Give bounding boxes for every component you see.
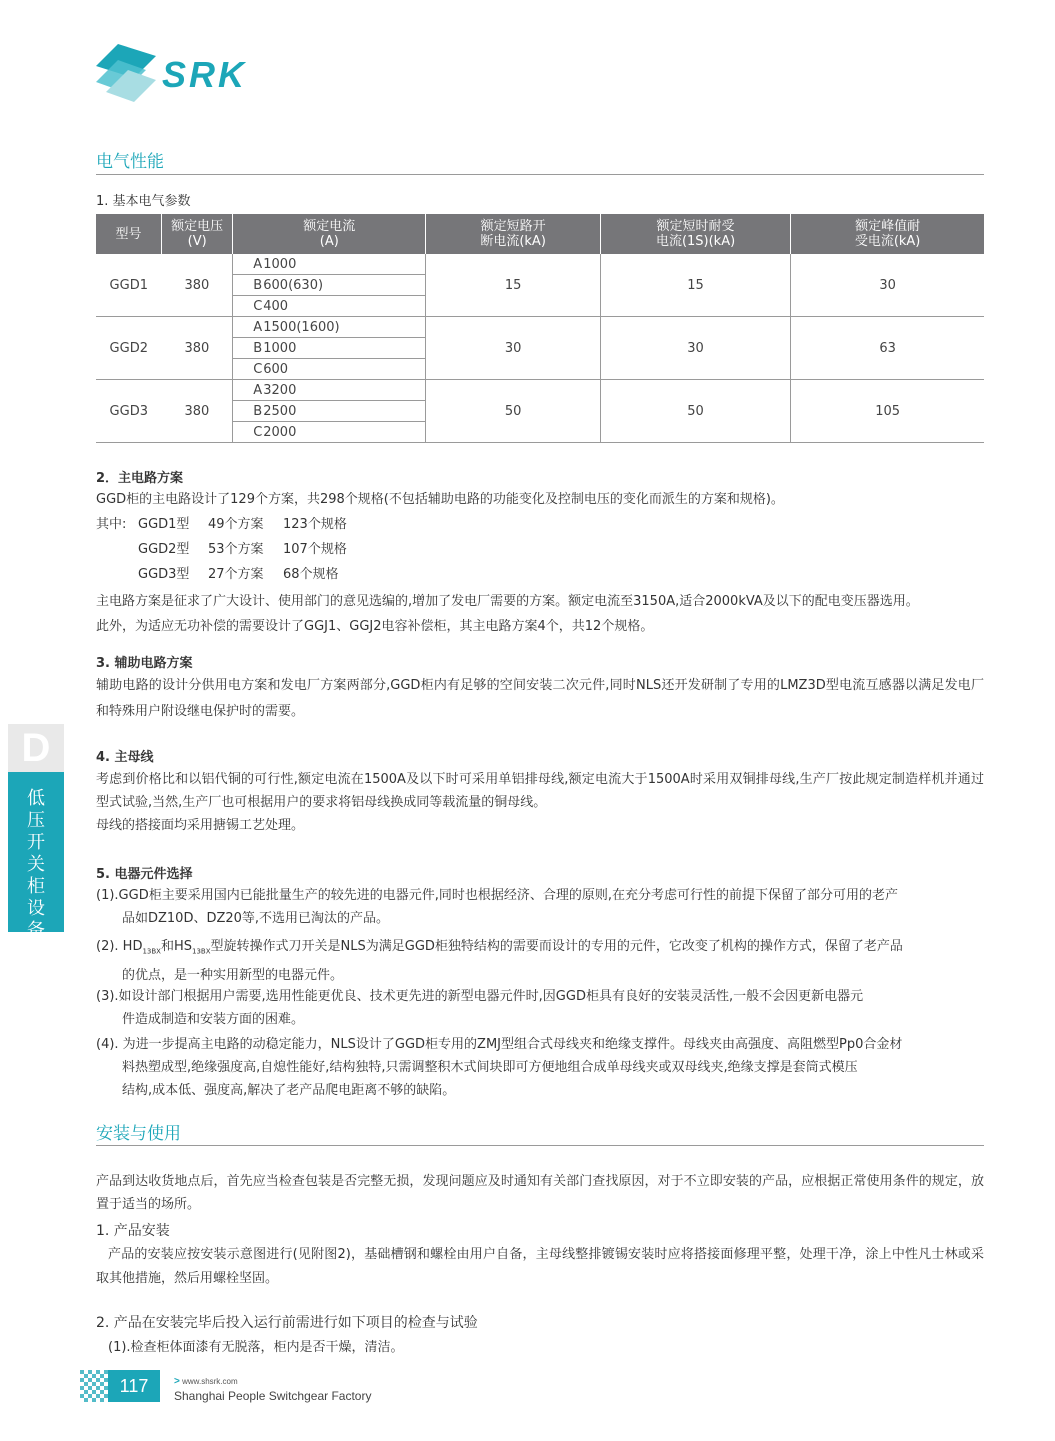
chapter-side-tab	[8, 772, 64, 941]
list-schemes: 53个方案	[208, 542, 264, 557]
model-cell: GGD1	[96, 254, 162, 317]
peak-current-cell: 63	[791, 317, 984, 380]
section-title-electrical: 电气性能	[96, 152, 164, 172]
current-value: 1500(1600)	[263, 317, 426, 338]
short-time-current-cell: 15	[600, 254, 790, 317]
current-grade: C	[233, 296, 263, 317]
basic-params-heading: 1. 基本电气参数	[96, 194, 191, 209]
col-header-model-text: 型号	[115, 226, 142, 242]
voltage-cell: 380	[162, 254, 233, 317]
list-model: GGD1型	[138, 517, 190, 532]
current-value: 600(630)	[263, 275, 426, 296]
main-circuit-compensation: 此外，为适应无功补偿的需要设计了GGJ1、GGJ2电容补偿柜，其主电路方案4个，共12个规格。	[96, 619, 654, 634]
current-value: 3200	[263, 380, 426, 401]
col-header-voltage: 额定电压 (V)	[162, 214, 233, 254]
component-item-3	[96, 985, 984, 1031]
current-grade: A	[233, 317, 263, 338]
component-item-1-line1: (1).GGD柜主要采用国内已能批量生产的较先进的电器元件,同时也根据经济、合理的原则,在充分考虑可行性的前提下保留了部分可用的老产	[96, 888, 898, 903]
list-model: GGD2型	[138, 542, 190, 557]
list-specs: 123个规格	[283, 517, 347, 532]
install-subheading-2: 2. 产品在安装完毕后投入运行前需进行如下项目的检查与试验	[96, 1315, 478, 1331]
install-check-item-1: (1).检查柜体面漆有无脱落，柜内是否干燥，清洁。	[108, 1340, 404, 1355]
short-time-current-cell: 30	[600, 317, 790, 380]
current-grade: A	[233, 380, 263, 401]
component-item-1	[96, 884, 984, 930]
electrical-params-table	[96, 214, 984, 443]
table-row	[96, 380, 984, 401]
aux-circuit-heading: 3. 辅助电路方案	[96, 656, 193, 671]
page-number: 117	[108, 1370, 160, 1402]
component-item-4-line3: 结构,成本低、强度高,解决了老产品爬电距离不够的缺陷。	[122, 1083, 456, 1098]
list-specs: 107个规格	[283, 542, 347, 557]
section-divider	[96, 174, 984, 175]
busbar-text: 考虑到价格比和以铝代铜的可行性,额定电流在1500A及以下时可采用单铝排母线,额定电流大于1500A时采用双铜排母线,生产厂按此规定制造样机并通过型式试验,当然,生产厂也可根据用户的要求将铝母线换成同等载流量的铜母线。	[96, 772, 984, 810]
col-header-short-time-current: 额定短时耐受 电流(1S)(kA)	[600, 214, 790, 254]
list-schemes: 27个方案	[208, 567, 264, 582]
busbar-heading: 4. 主母线	[96, 750, 154, 765]
main-circuit-list	[96, 513, 984, 588]
model-cell: GGD2	[96, 317, 162, 380]
current-grade: B	[233, 401, 263, 422]
aux-circuit-text: 辅助电路的设计分供用电方案和发电厂方案两部分,GGD柜内有足够的空间安装二次元件,同时NLS还开发研制了专用的LMZ3D型电流互感器以满足发电厂和特殊用户附设继电保护时的需要。	[96, 678, 984, 719]
components-heading: 5. 电器元件选择	[96, 867, 193, 882]
component-item-4-line1: (4). 为进一步提高主电路的动稳定能力，NLS设计了GGD柜专用的ZMJ型组合式母线夹和绝缘支撑件。母线夹由高强度、高阻燃型Pp0合金材	[96, 1037, 903, 1052]
install-subheading-1: 1. 产品安装	[96, 1223, 170, 1239]
current-value: 2500	[263, 401, 426, 422]
table-row	[96, 254, 984, 275]
busbar-tin-note: 母线的搭接面均采用搪锡工艺处理。	[96, 818, 305, 833]
current-value: 1000	[263, 254, 426, 275]
current-value: 1000	[263, 338, 426, 359]
current-value: 600	[263, 359, 426, 380]
list-schemes: 49个方案	[208, 517, 264, 532]
list-model: GGD3型	[138, 567, 190, 582]
col-header-break-current: 额定短路开 断电流(kA)	[426, 214, 601, 254]
current-grade: C	[233, 359, 263, 380]
component-item-4	[96, 1033, 984, 1102]
component-item-2	[96, 935, 984, 987]
peak-current-cell: 105	[791, 380, 984, 443]
main-circuit-intro: GGD柜的主电路设计了129个方案，共298个规格(不包括辅助电路的功能变化及控制电压的变化而派生的方案和规格)。	[96, 492, 784, 507]
current-value: 2000	[263, 422, 426, 443]
current-grade: A	[233, 254, 263, 275]
break-current-cell: 30	[426, 317, 601, 380]
col-header-peak-current: 额定峰值耐 受电流(kA)	[791, 214, 984, 254]
install-intro: 产品到达收货地点后，首先应当检查包装是否完整无损，发现问题应及时通知有关部门查找原因，对于不立即安装的产品，应根据正常使用条件的规定，放置于适当的场所。	[96, 1174, 984, 1212]
chapter-side-tab-label: 低压开关柜设备	[27, 788, 45, 941]
col-header-current: 额定电流 (A)	[233, 214, 426, 254]
component-item-1-line2: 品如DZ10D、DZ20等,不选用已淘汰的产品。	[122, 911, 390, 926]
voltage-cell: 380	[162, 317, 233, 380]
component-item-4-line2: 料热塑成型,绝缘强度高,自熄性能好,结构独特,只需调整积木式间块即可方便地组合成单母线夹或双母线夹,绝缘支撑是套筒式模压	[122, 1060, 858, 1075]
col-header-model	[96, 214, 162, 254]
install-procedure: 产品的安装应按安装示意图进行(见附图2)，基础槽钢和螺栓由用户自备，主母线整排镀锡安装时应将搭接面修理平整，处理干净，涂上中性凡士林或采取其他措施，然后用螺栓坚固。	[96, 1247, 984, 1286]
footer-checker-pattern	[80, 1370, 108, 1402]
brand-name: SRK	[162, 54, 248, 95]
chapter-letter-tab: D	[8, 724, 64, 772]
peak-current-cell: 30	[791, 254, 984, 317]
component-item-2-line1: (2). $HD_{13BX}$和$HS_{13BX}$型旋转操作式刀开关是NLS为满足GGD柜独特结构的需要而设计的专用的元件，它改变了机构的操作方式，保留了老产品	[96, 939, 903, 956]
main-circuit-heading: 2．主电路方案	[96, 471, 184, 486]
section-divider	[96, 1145, 984, 1146]
list-specs: 68个规格	[283, 567, 339, 582]
section-title-install: 安装与使用	[96, 1124, 181, 1144]
short-time-current-cell: 50	[600, 380, 790, 443]
main-circuit-desc: 主电路方案是征求了广大设计、使用部门的意见选编的,增加了发电厂需要的方案。额定电流至3150A,适合2000kVA及以下的配电变压器选用。	[96, 594, 919, 609]
component-item-3-line2: 件造成制造和安装方面的困难。	[122, 1012, 305, 1027]
model-cell: GGD3	[96, 380, 162, 443]
arrow-icon: >	[174, 1376, 180, 1387]
break-current-cell: 15	[426, 254, 601, 317]
current-value: 400	[263, 296, 426, 317]
table-row	[96, 317, 984, 338]
footer-company: Shanghai People Switchgear Factory	[174, 1389, 372, 1403]
break-current-cell: 50	[426, 380, 601, 443]
component-item-3-line1: (3).如设计部门根据用户需要,选用性能更优良、技术更先进的新型电器元件时,因GGD柜具有良好的安装灵活性,一般不会因更新电器元	[96, 989, 864, 1004]
list-prefix: 其中:	[96, 517, 127, 532]
component-item-2-line2: 的优点，是一种实用新型的电器元件。	[122, 967, 344, 983]
current-grade: B	[233, 275, 263, 296]
footer-url-text: www.shsrk.com	[182, 1377, 238, 1386]
voltage-cell: 380	[162, 380, 233, 443]
current-grade: C	[233, 422, 263, 443]
footer-url	[174, 1376, 238, 1387]
current-grade: B	[233, 338, 263, 359]
